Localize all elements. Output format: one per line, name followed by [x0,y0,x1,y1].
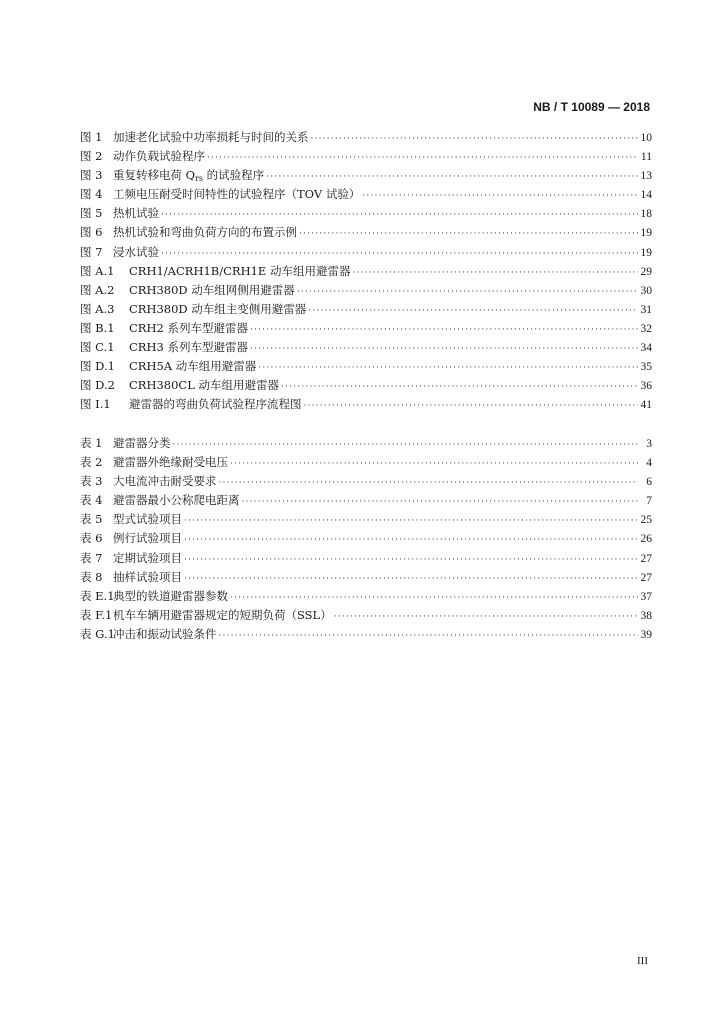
entry-page: 41 [640,399,652,412]
entry-page: 27 [640,571,652,584]
leader-dots [299,225,638,244]
entry-title: 避雷器的弯曲负荷试验程序流程图 [129,397,302,412]
entry-title: CRH380D 动车组主变侧用避雷器 [129,301,307,316]
toc-entry[interactable] [80,147,652,166]
toc-entry[interactable] [80,472,652,491]
entry-title: 动作负载试验程序 [113,149,205,164]
leader-dots [219,474,639,493]
entry-label: 表 2 [80,455,103,470]
entry-label: 表 4 [80,493,103,508]
entry-title-subscript: rs [195,174,204,184]
entry-title: 典型的铁道避雷器参数 [113,588,228,603]
toc-entry[interactable] [80,395,652,414]
leader-dots [281,378,638,397]
entry-page: 37 [640,590,652,603]
entry-page: 13 [640,170,652,183]
entry-page: 18 [640,208,652,221]
entry-page: 19 [640,227,652,240]
entry-label: 表 7 [80,550,103,565]
toc-entry[interactable] [80,606,652,625]
leader-dots [184,531,638,550]
entry-label: 图 7 [80,244,103,259]
toc-entry[interactable] [80,204,652,223]
entry-label: 图 C.1 [80,340,115,355]
entry-label: 图 B.1 [80,320,115,335]
leader-dots [304,397,639,416]
leader-dots [184,570,638,589]
entry-label: 表 E.1 [80,588,115,603]
entry-title: 定期试验项目 [113,550,182,565]
entry-title: 工频电压耐受时间特性的试验程序（TOV 试验） [113,187,361,202]
leader-dots [242,493,639,512]
entry-label: 表 G.1 [80,626,115,641]
entry-title: 抽样试验项目 [113,569,182,584]
toc-entry[interactable] [80,166,652,185]
entry-page: 32 [640,322,652,335]
toc-entry[interactable] [80,185,652,204]
entry-page: 19 [640,246,652,259]
toc-entry[interactable] [80,300,652,319]
toc-entry[interactable] [80,319,652,338]
toc-entry[interactable] [80,434,652,453]
toc-entry[interactable] [80,587,652,606]
entry-label: 图 5 [80,206,103,221]
entry-title: 加速老化试验中功率损耗与时间的关系 [113,130,309,144]
toc-entry[interactable] [80,357,652,376]
leader-dots [308,302,638,321]
entry-label: 图 1 [80,130,103,144]
toc-entry[interactable] [80,453,652,472]
entry-page: 3 [646,438,652,450]
entry-page: 36 [640,380,652,393]
toc-entry[interactable] [80,625,652,644]
figure-list [80,128,652,414]
standard-number: NB / T 10089 — 2018 [533,100,650,114]
leader-dots [297,283,638,302]
entry-title: CRH2 系列车型避雷器 [129,320,248,335]
entry-page: 14 [640,189,652,202]
leader-dots [334,608,638,627]
toc-entry[interactable] [80,223,652,242]
toc-entry[interactable] [80,491,652,510]
entry-page: 4 [646,457,652,470]
toc-entry[interactable] [80,510,652,529]
entry-page: 30 [640,284,652,297]
entry-page: 31 [640,303,652,316]
leader-dots [258,359,638,378]
entry-label: 图 D.1 [80,359,115,374]
entry-label: 图 D.2 [80,378,115,393]
entry-title: CRH1/ACRH1B/CRH1E 动车组用避雷器 [129,263,351,278]
toc-entry[interactable] [80,376,652,395]
entry-label: 表 F.1 [80,607,113,622]
leader-dots [352,264,638,283]
entry-title: 避雷器外绝缘耐受电压 [113,455,228,470]
leader-dots [184,551,638,570]
entry-title: CRH380CL 动车组用避雷器 [129,378,280,393]
entry-page: 25 [640,514,652,527]
entry-page: 29 [640,265,652,278]
toc-entry[interactable] [80,338,652,357]
entry-title: 热机试验和弯曲负荷方向的布置示例 [113,225,297,240]
toc-entry[interactable] [80,529,652,548]
page-folio: III [637,955,648,967]
entry-label: 图 A.1 [80,263,115,278]
entry-label: 图 3 [80,168,103,183]
entry-page: 27 [640,552,652,565]
leader-dots [362,187,638,206]
entry-title: CRH380D 动车组网侧用避雷器 [129,282,295,297]
entry-title: 避雷器最小公称爬电距离 [113,493,240,508]
entry-page: 11 [640,151,652,164]
entry-title: 大电流冲击耐受要求 [113,474,217,489]
leader-dots [184,512,638,531]
leader-dots [250,321,638,340]
entry-label: 图 A.2 [80,282,115,297]
entry-title: CRH5A 动车组用避雷器 [129,359,257,374]
entry-page: 35 [640,361,652,374]
table-list [80,434,652,644]
entry-label: 图 I.1 [80,397,111,412]
entry-title: 例行试验项目 [113,531,182,546]
entry-title-post: 的试验程序 [203,168,265,183]
toc-entry[interactable] [80,262,652,281]
leader-dots [207,149,638,168]
entry-page: 6 [646,476,652,489]
entry-title: CRH3 系列车型避雷器 [129,340,248,355]
entry-label: 表 1 [80,436,103,450]
entry-label: 表 6 [80,531,103,546]
entry-label: 图 2 [80,149,103,164]
entry-label: 表 5 [80,512,103,527]
entry-label: 图 6 [80,225,103,240]
leader-dots [311,130,639,149]
leader-dots [250,340,638,359]
entry-label: 表 3 [80,474,103,489]
entry-title: 浸水试验 [113,244,159,259]
toc-entry[interactable] [80,128,652,147]
entry-title: 避雷器分类 [113,436,171,450]
entry-label: 图 A.3 [80,301,115,316]
entry-title-pre: 重复转移电荷 Q [113,168,196,183]
toc-entry[interactable] [80,281,652,300]
toc-entry[interactable] [80,549,652,568]
toc-entry[interactable] [80,243,652,262]
entry-page: 34 [640,342,652,355]
entry-page: 39 [640,628,652,641]
entry-title: 热机试验 [113,206,159,221]
toc-entry[interactable] [80,568,652,587]
leader-dots [173,436,639,455]
entry-page: 26 [640,533,652,546]
entry-page: 7 [646,495,652,508]
entry-title: 机车车辆用避雷器规定的短期负荷（SSL） [113,607,332,622]
entry-label: 表 8 [80,569,103,584]
entry-label: 图 4 [80,187,103,202]
entry-page: 10 [640,132,652,144]
entry-title: 型式试验项目 [113,512,182,527]
leader-dots [219,627,639,646]
entry-page: 38 [640,609,652,622]
entry-title: 冲击和振动试验条件 [113,626,217,641]
leader-dots [230,455,638,474]
